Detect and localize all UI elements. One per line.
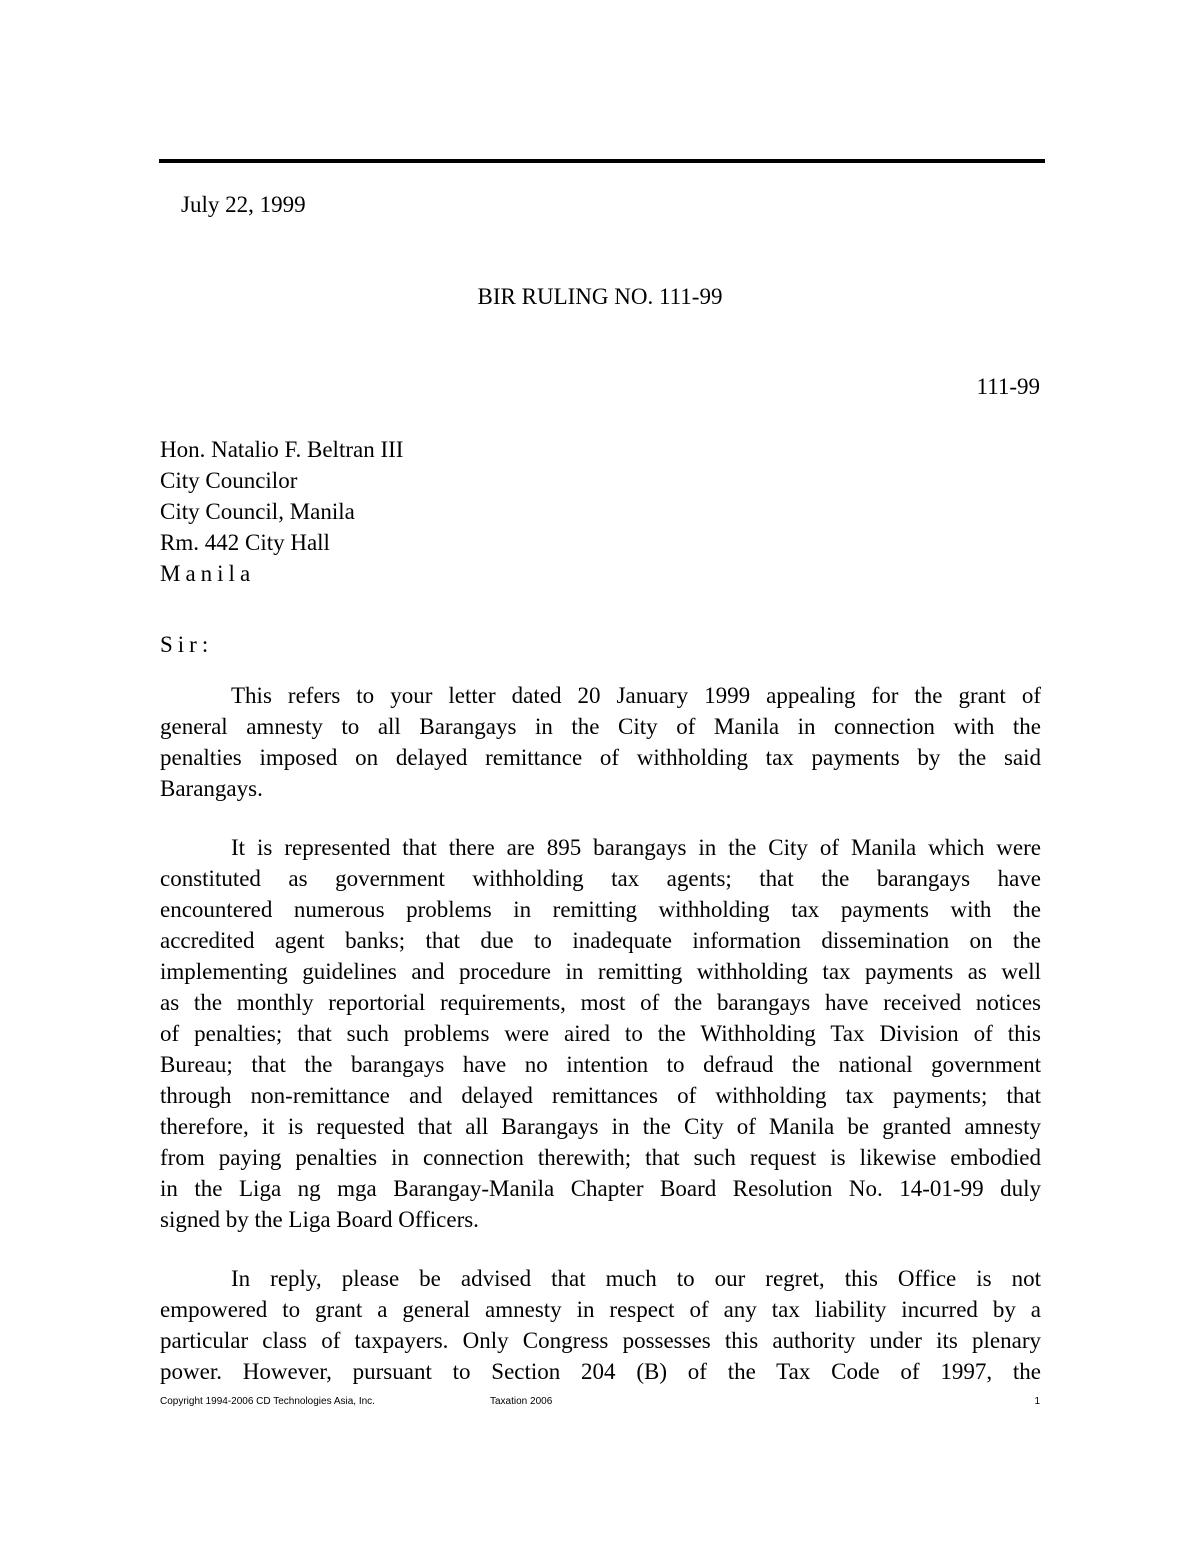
paragraph-line: implementing guidelines and procedure in remitting withholding tax payments as well — [160, 959, 1041, 984]
paragraph-line: Bureau; that the barangays have no intention to defraud the national government — [160, 1052, 1041, 1077]
paragraph-line: Barangays. — [160, 776, 263, 801]
paragraph-line: power. However, pursuant to Section 204 (B) of the Tax Code of 1997, the — [160, 1359, 1041, 1384]
salutation: Sir: — [160, 632, 214, 657]
footer-product: Taxation 2006 — [490, 1396, 553, 1407]
ruling-date: July 22, 1999 — [181, 192, 306, 217]
paragraph-1 — [160, 680, 1041, 804]
header-rule — [159, 159, 1045, 163]
footer-page-number: 1 — [1034, 1396, 1040, 1407]
ruling-title: BIR RULING NO. 111-99 — [477, 284, 723, 309]
paragraph-line: general amnesty to all Barangays in the City of Manila in connection with the — [160, 714, 1041, 739]
paragraph-line: in the Liga ng mga Barangay-Manila Chapter Board Resolution No. 14-01-99 duly — [160, 1176, 1041, 1201]
paragraph-line: therefore, it is requested that all Barangays in the City of Manila be granted amnesty — [160, 1114, 1041, 1139]
addressee-office: City Council, Manila — [160, 499, 355, 524]
paragraph-line: In reply, please be advised that much to our regret, this Office is not — [231, 1266, 1041, 1291]
paragraph-line: through non-remittance and delayed remittances of withholding tax payments; that — [160, 1083, 1041, 1108]
letter-body — [160, 680, 1041, 1387]
paragraph-line: penalties imposed on delayed remittance of withholding tax payments by the said — [160, 745, 1041, 770]
paragraph-line: from paying penalties in connection therewith; that such request is likewise embodied — [160, 1145, 1041, 1170]
paragraph-line: encountered numerous problems in remitting withholding tax payments with the — [160, 897, 1041, 922]
addressee-name: Hon. Natalio F. Beltran III — [160, 437, 404, 462]
paragraph-line: accredited agent banks; that due to inadequate information dissemination on the — [160, 928, 1041, 953]
addressee-room: Rm. 442 City Hall — [160, 530, 330, 555]
paragraph-line: of penalties; that such problems were aired to the Withholding Tax Division of this — [160, 1021, 1041, 1046]
paragraph-line: signed by the Liga Board Officers. — [160, 1207, 479, 1232]
paragraph-line: It is represented that there are 895 barangays in the City of Manila which were — [231, 835, 1041, 860]
addressee-position: City Councilor — [160, 468, 298, 493]
paragraph-line: empowered to grant a general amnesty in respect of any tax liability incurred by a — [160, 1297, 1041, 1322]
ruling-number: 111-99 — [976, 374, 1040, 399]
footer-copyright: Copyright 1994-2006 CD Technologies Asia, Inc. — [160, 1396, 375, 1407]
paragraph-3 — [160, 1263, 1041, 1387]
addressee-city: Manila — [160, 561, 256, 586]
paragraph-line: as the monthly reportorial requirements, most of the barangays have received notices — [160, 990, 1041, 1015]
paragraph-line: constituted as government withholding tax agents; that the barangays have — [160, 866, 1041, 891]
paragraph-line: particular class of taxpayers. Only Congress possesses this authority under its plenary — [160, 1328, 1041, 1353]
paragraph-2 — [160, 832, 1041, 1235]
paragraph-line: This refers to your letter dated 20 January 1999 appealing for the grant of — [231, 683, 1041, 708]
addressee-block — [160, 434, 403, 589]
